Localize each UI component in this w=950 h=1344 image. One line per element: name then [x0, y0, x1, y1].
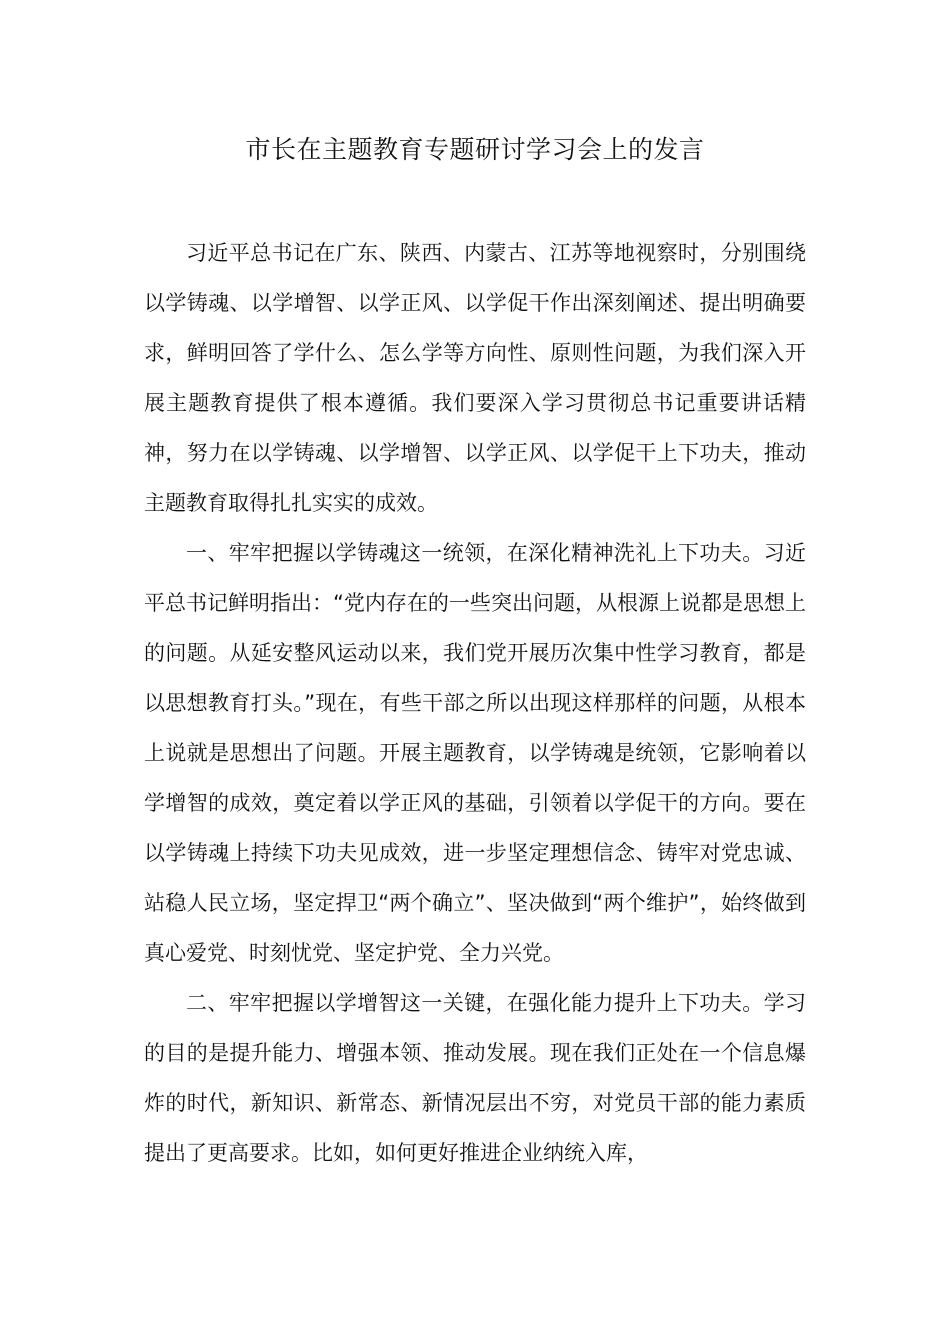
paragraph-section-one: 一、牢牢把握以学铸魂这一统领，在深化精神洗礼上下功夫。习近平总书记鲜明指出：“党内存在的一些突出问题，从根源上说都是思想上的问题。从延安整风运动以来，我们党开展历次集中性学习教育，都是以思想教育打头。”现在，有些干部之所以出现这样那样的问题，从根本上说就是思想出了问题。开展主题教育，以学铸魂是统领，它影响着以学增智的成效，奠定着以学正风的基础，引领着以学促干的方向。要在以学铸魂上持续下功夫见成效，进一步坚定理想信念、铸牢对党忠诚、站稳人民立场，坚定捍卫“两个确立”、坚决做到“两个维护”，始终做到真心爱党、时刻忧党、坚定护党、全力兴党。 — [144, 541, 806, 965]
paragraph-section-two: 二、牢牢把握以学增智这一关键，在强化能力提升上下功夫。学习的目的是提升能力、增强本领、推动发展。现在我们正处在一个信息爆炸的时代，新知识、新常态、新情况层出不穷，对党员干部的能力素质提出了更高要求。比如，如何更好推进企业纳统入库， — [144, 991, 806, 1165]
document-title: 市长在主题教育专题研讨学习会上的发言 — [245, 135, 705, 164]
paragraph-intro: 习近平总书记在广东、陕西、内蒙古、江苏等地视察时，分别围绕以学铸魂、以学增智、以学正风、以学促干作出深刻阐述、提出明确要求，鲜明回答了学什么、怎么学等方向性、原则性问题，为我们深入开展主题教育提供了根本遵循。我们要深入学习贯彻总书记重要讲话精神，努力在以学铸魂、以学增智、以学正风、以学促干上下功夫，推动主题教育取得扎扎实实的成效。 — [144, 241, 806, 515]
document-body — [144, 228, 806, 1178]
